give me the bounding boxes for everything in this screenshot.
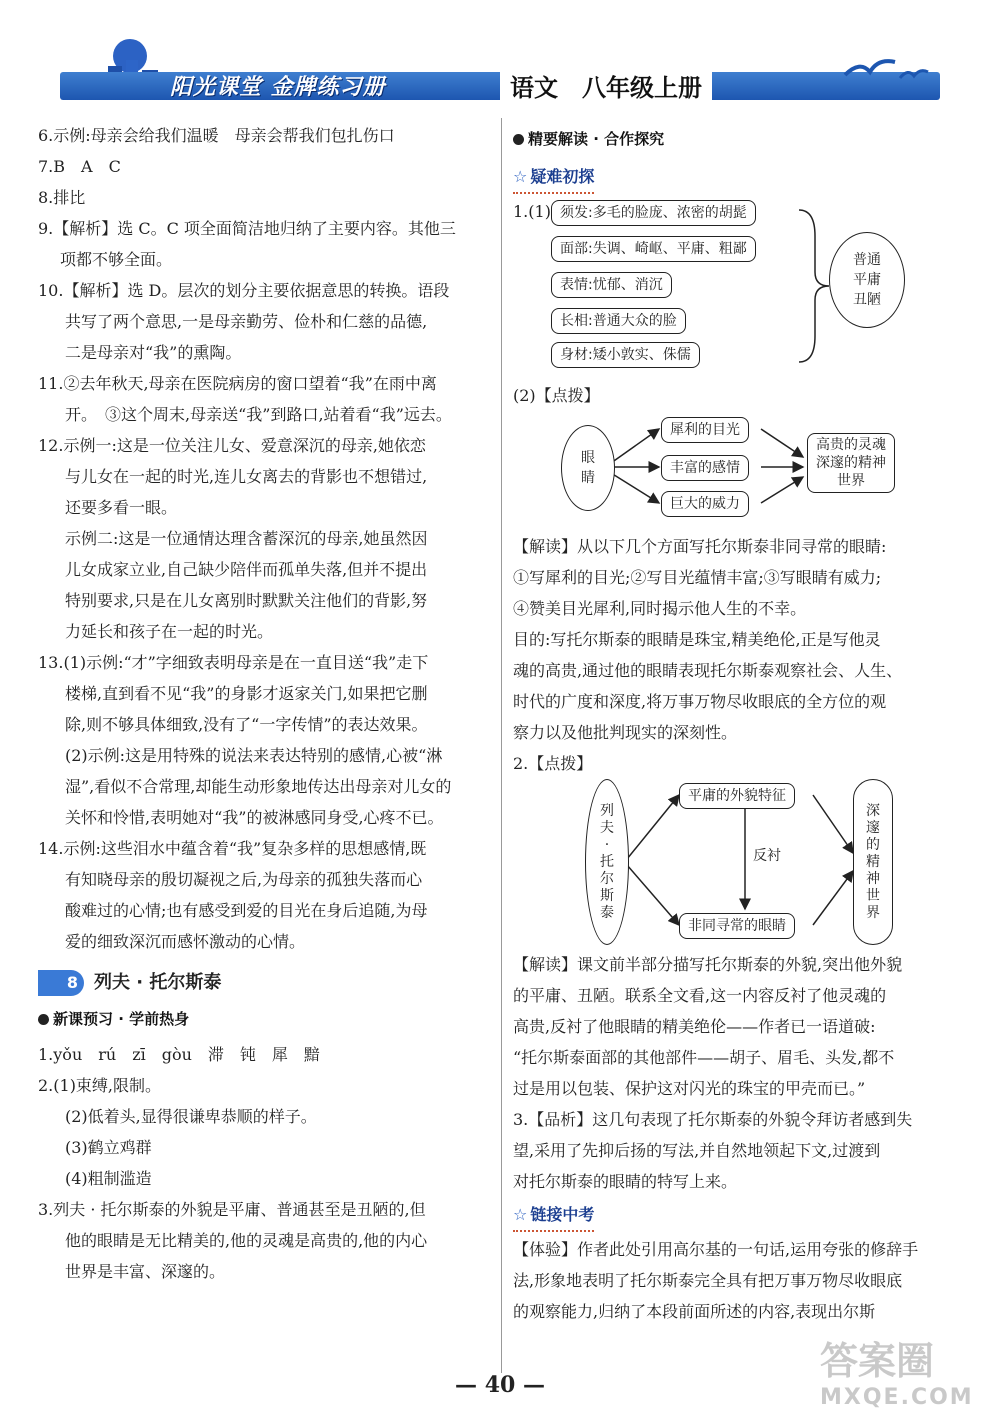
answer-line: 8.排比: [38, 188, 86, 207]
diagram-node: 列 夫 · 托 尔 斯 泰: [585, 779, 629, 945]
answer-line: 他的眼睛是无比精美的,他的灵魂是高贵的,他的内心: [65, 1231, 428, 1250]
diagram-box: 身材:矮小敦实、侏儒: [551, 342, 700, 368]
star-icon: ☆: [513, 167, 528, 186]
answer-line: 与儿女在一起的时光,连儿女离去的背影也不想错过,: [65, 467, 428, 486]
answer-line: ①写犀利的目光;②写目光蕴情丰富;③写眼睛有威力;: [513, 568, 882, 587]
diagram-node: 深 邃 的 精 神 世 界: [853, 779, 893, 945]
diagram-box: 平庸的外貌特征: [679, 783, 795, 809]
left-column: [38, 120, 493, 1287]
answer-line: 示例二:这是一位通情达理含蓄深沉的母亲,她虽然因: [65, 529, 428, 548]
diagram-box: 表情:忧郁、消沉: [551, 272, 672, 298]
answer-line: 酸难过的心情;也有感受到爱的目光在身后追随,为母: [65, 901, 428, 920]
diagram-box: 高贵的灵魂 深邃的精神 世界: [807, 433, 895, 493]
answer-line: 14.示例:这些泪水中蕴含着“我”复杂多样的思想感情,既: [38, 839, 427, 858]
answer-line: 爱的细致深沉而感怀激动的心情。: [65, 932, 306, 951]
section-heading: 新课预习 · 学前热身: [38, 1004, 493, 1035]
question-label: 1.(1): [513, 202, 551, 221]
answer-line: 2.【点拨】: [513, 754, 593, 773]
diagram-box: 须发:多毛的脸庞、浓密的胡髭: [551, 200, 756, 226]
answer-line: 共写了两个意思,一是母亲勤劳、俭朴和仁慈的品德,: [65, 312, 428, 331]
watermark-logo: 答案圈 MXQE.COM: [820, 1339, 974, 1410]
answer-line: (3)鹤立鸡群: [65, 1138, 152, 1157]
diagram-box: 面部:失调、崎岖、平庸、粗鄙: [551, 236, 756, 262]
diagram-box: 巨大的威力: [661, 491, 749, 517]
answer-line: 目的:写托尔斯泰的眼睛是珠宝,精美绝伦,正是写他灵: [513, 630, 881, 649]
answer-line: ④赞美目光犀利,同时揭示他人生的不幸。: [513, 599, 807, 618]
diagram-contrast: [513, 779, 953, 949]
answer-line: “托尔斯泰面部的其他部件——胡子、眉毛、头发,都不: [513, 1048, 895, 1067]
answer-line: 儿女成家立业,自己缺少陪伴而孤单失落,但并不提出: [65, 560, 428, 579]
answer-line: 魂的高贵,通过他的眼睛表现托尔斯泰观察社会、人生、: [513, 661, 903, 680]
answer-line: 湿”,看似不合常理,却能生动形象地传达出母亲对儿女的: [65, 777, 452, 796]
answer-line: 【体验】作者此处引用高尔基的一句话,运用夸张的修辞手: [513, 1240, 919, 1259]
right-column: [513, 120, 953, 1327]
diagram-box: 长相:普通大众的脸: [551, 308, 686, 334]
section-heading: 精要解读 · 合作探究: [513, 124, 953, 155]
diagram-eyes: [513, 411, 953, 531]
subject-title: 语文 八年级上册: [500, 68, 712, 103]
answer-line: 10.【解析】选 D。层次的划分主要依据意思的转换。语段: [38, 281, 450, 300]
answer-line: (2)【点拨】: [513, 386, 600, 405]
answer-line: 过是用以包装、保护这对闪光的珠宝的甲壳而已。”: [513, 1079, 866, 1098]
answer-line: (2)示例:这是用特殊的说法来表达特别的感情,心被“淋: [65, 746, 443, 765]
lesson-heading: [38, 967, 493, 998]
answer-line: 3.列夫 · 托尔斯泰的外貌是平庸、普通甚至是丑陋的,但: [38, 1200, 426, 1219]
answer-line: 法,形象地表明了托尔斯泰完全具有把万事万物尽收眼底: [513, 1271, 903, 1290]
answer-line: 望,采用了先抑后扬的写法,并自然地领起下文,过渡到: [513, 1141, 881, 1160]
page-number: — 40 —: [455, 1372, 545, 1398]
answer-line: 楼梯,直到看不见“我”的身影才返家关门,如果把它删: [65, 684, 428, 703]
answer-line: 7.B A C: [38, 157, 121, 176]
answer-line: 世界是丰富、深邃的。: [65, 1262, 226, 1281]
answer-line: 时代的广度和深度,将万事万物尽收眼底的全方位的观: [513, 692, 887, 711]
answer-line: 除,则不够具体细致,没有了“一字传情”的表达效果。: [65, 715, 428, 734]
answer-line: 2.(1)束缚,限制。: [38, 1076, 162, 1095]
answer-line: (4)粗制滥造: [65, 1169, 152, 1188]
page-header: [60, 30, 940, 110]
answer-line: 【解读】课文前半部分描写托尔斯泰的外貌,突出他外貌: [513, 955, 903, 974]
answer-line: 对托尔斯泰的眼睛的特写上来。: [513, 1172, 738, 1191]
answer-line: 9.【解析】选 C。C 项全面简洁地归纳了主要内容。其他三: [38, 219, 456, 238]
answer-line: 还要多看一眼。: [65, 498, 178, 517]
answer-line: 开。 ③这个周末,母亲送“我”到路口,站着看“我”远去。: [65, 405, 452, 424]
answer-line: 3.【品析】这几句表现了托尔斯泰的外貌令拜访者感到失: [513, 1110, 913, 1129]
sub-heading: ☆ 疑难初探: [513, 161, 594, 194]
diagram-label: 反衬: [753, 848, 781, 864]
answer-line: 13.(1)示例:“才”字细致表明母亲是在一直目送“我”走下: [38, 653, 429, 672]
answer-line: 的平庸、丑陋。联系全文看,这一内容反衬了他灵魂的: [513, 986, 887, 1005]
answer-line: 察力以及他批判现实的深刻性。: [513, 723, 738, 742]
diagram-result: 普通 平庸 丑陋: [829, 232, 905, 328]
diagram-box: 丰富的感情: [661, 455, 749, 481]
answer-line: 1.yǒu rú zī gòu 滞 钝 犀 黯: [38, 1045, 320, 1064]
answer-line: 11.②去年秋天,母亲在医院病房的窗口望着“我”在雨中离: [38, 374, 437, 393]
diagram-box: 犀利的目光: [661, 417, 749, 443]
answer-line: 【解读】从以下几个方面写托尔斯泰非同寻常的眼睛:: [513, 537, 887, 556]
lesson-number: 8: [38, 970, 84, 996]
series-title: 阳光课堂 金牌练习册: [170, 75, 386, 100]
answer-line: 12.示例一:这是一位关注儿女、爱意深沉的母亲,她依恋: [38, 436, 426, 455]
diagram-node: 眼 睛: [561, 425, 615, 511]
birds-icon: [840, 50, 930, 90]
column-divider: [501, 118, 502, 1373]
answer-line: 力延长和孩子在一起的时光。: [65, 622, 274, 641]
sub-heading: ☆ 链接中考: [513, 1199, 594, 1232]
answer-line: 6.示例:母亲会给我们温暖 母亲会帮我们包扎伤口: [38, 126, 395, 145]
star-icon: ☆: [513, 1205, 528, 1224]
answer-line: 有知晓母亲的殷切凝视之后,为母亲的孤独失落而心: [65, 870, 423, 889]
bullet-icon: [513, 134, 524, 145]
answer-line: 二是母亲对“我”的熏陶。: [65, 343, 242, 362]
answer-line: 特别要求,只是在儿女离别时默默关注他们的背影,努: [65, 591, 428, 610]
answer-line: 高贵,反衬了他眼睛的精美绝伦——作者已一语道破:: [513, 1017, 876, 1036]
lesson-title: 列夫 · 托尔斯泰: [94, 972, 222, 993]
answer-line: 的观察能力,归纳了本段前面所述的内容,表现出尔斯: [513, 1302, 876, 1321]
answer-line: 关怀和怜惜,表明她对“我”的被淋感同身受,心疼不已。: [65, 808, 444, 827]
diagram-box: 非同寻常的眼睛: [679, 913, 795, 939]
answer-line: 项都不够全面。: [60, 250, 173, 269]
bullet-icon: [38, 1014, 49, 1025]
answer-line: (2)低着头,显得很谦卑恭顺的样子。: [65, 1107, 317, 1126]
diagram-appearance: [513, 196, 953, 380]
